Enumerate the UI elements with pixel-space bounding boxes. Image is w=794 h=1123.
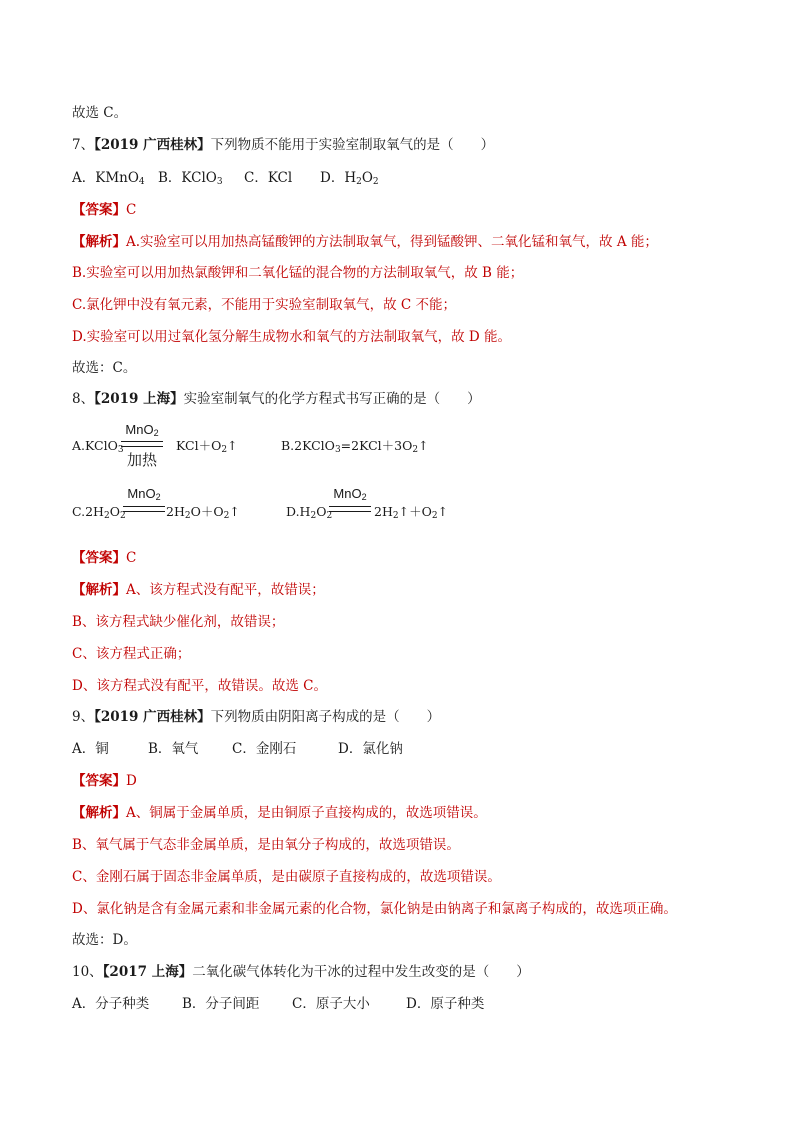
q10-option-b: B．分子间距 bbox=[182, 996, 260, 1012]
q7-option-c: C．KCl bbox=[244, 170, 293, 186]
q7-answer: 【答案】C bbox=[72, 202, 137, 218]
q10-option-a: A．分子种类 bbox=[72, 996, 150, 1012]
q8-explanation-2: B、该方程式缺少催化剂，故错误； bbox=[72, 614, 285, 630]
eq-b: $B.2KClO_3=2KCl+3O_2↑$ bbox=[281, 438, 429, 455]
q9-option-c: C．金刚石 bbox=[232, 741, 297, 757]
question-9-options bbox=[72, 739, 403, 759]
q7-option-b: B．KClO$_3$ bbox=[158, 170, 223, 187]
q7-option-a: A．KMnO$_4$ bbox=[72, 170, 145, 187]
q9-final: 故选：D。 bbox=[72, 932, 137, 948]
q9-option-d: D．氯化钠 bbox=[338, 741, 403, 757]
question-10: 10、【2017 上海】二氧化碳气体转化为干冰的过程中发生改变的是（ ） bbox=[72, 964, 530, 980]
q10-option-d: D．原子种类 bbox=[406, 996, 485, 1012]
eq-a-product: $KCl+O_2↑$ bbox=[176, 438, 238, 455]
q8-answer: 【答案】C bbox=[72, 550, 137, 566]
previous-answer-final: 故选 C。 bbox=[72, 105, 128, 121]
q9-option-a: A．铜 bbox=[72, 741, 109, 757]
eq-a-equals-bar bbox=[121, 441, 163, 447]
eq-d-equals-bar bbox=[329, 506, 371, 512]
q9-explanation-3: C、金刚石属于固态非金属单质，是由碳原子直接构成的，故选项错误。 bbox=[72, 869, 501, 885]
q7-explanation-1: 【解析】A.实验室可以用加热高锰酸钾的方法制取氧气，得到锰酸钾、二氧化锰和氧气，故 A 能； bbox=[72, 234, 658, 250]
q9-explanation-2: B、氧气属于气态非金属单质，是由氧分子构成的，故选项错误。 bbox=[72, 837, 460, 853]
eq-d-catalyst: MnO$_2$ bbox=[333, 486, 367, 502]
q8-explanation-4: D、该方程式没有配平，故错误。故选 C。 bbox=[72, 678, 327, 694]
question-7-options bbox=[72, 168, 379, 192]
eq-a-reactant: A.KClO$_3$ bbox=[72, 438, 124, 455]
eq-c-catalyst: MnO$_2$ bbox=[127, 486, 161, 502]
eq-c-reactant: $C.2H_2O_2$ bbox=[72, 504, 126, 521]
eq-d-reactant: $D.H_2O_2$ bbox=[286, 504, 333, 521]
q9-answer: 【答案】D bbox=[72, 773, 137, 789]
eq-a-heat: 加热 bbox=[126, 451, 157, 469]
eq-c-equals-bar bbox=[123, 506, 165, 512]
q9-explanation-4: D、氯化钠是含有金属元素和非金属元素的化合物，氯化钠是由钠离子和氯离子构成的，故选项正确。 bbox=[72, 901, 677, 917]
q7-explanation-3: C.氯化钾中没有氧元素，不能用于实验室制取氧气，故 C 不能； bbox=[72, 297, 457, 313]
question-8: 8、【2019 上海】实验室制氧气的化学方程式书写正确的是（ ） bbox=[72, 391, 481, 407]
q9-option-b: B．氧气 bbox=[148, 741, 199, 757]
question-9: 9、【2019 广西桂林】下列物质由阴阳离子构成的是（ ） bbox=[72, 709, 441, 725]
question-7: 7、【2019 广西桂林】下列物质不能用于实验室制取氧气的是（ ） bbox=[72, 137, 495, 153]
eq-a-catalyst: MnO$_2$ bbox=[125, 422, 159, 438]
q7-explanation-2: B.实验室可以用加热氯酸钾和二氧化锰的混合物的方法制取氧气，故 B 能； bbox=[72, 265, 524, 281]
eq-d-product: $2H_2↑+O_2↑$ bbox=[374, 504, 449, 521]
q8-explanation-3: C、该方程式正确； bbox=[72, 646, 191, 662]
q10-option-c: C．原子大小 bbox=[292, 996, 370, 1012]
question-10-options bbox=[72, 994, 484, 1014]
q7-final: 故选：C。 bbox=[72, 360, 137, 376]
eq-c-product: $2H_2O+O_2↑$ bbox=[166, 504, 240, 521]
q7-explanation-4: D.实验室可以用过氧化氢分解生成物水和氧气的方法制取氧气，故 D 能。 bbox=[72, 329, 512, 345]
q8-explanation-1: 【解析】A、该方程式没有配平，故错误； bbox=[72, 582, 325, 598]
q9-explanation-1: 【解析】A、铜属于金属单质，是由铜原子直接构成的，故选项错误。 bbox=[72, 805, 487, 821]
q7-option-d: D．$H_2O_2$ bbox=[320, 170, 379, 187]
